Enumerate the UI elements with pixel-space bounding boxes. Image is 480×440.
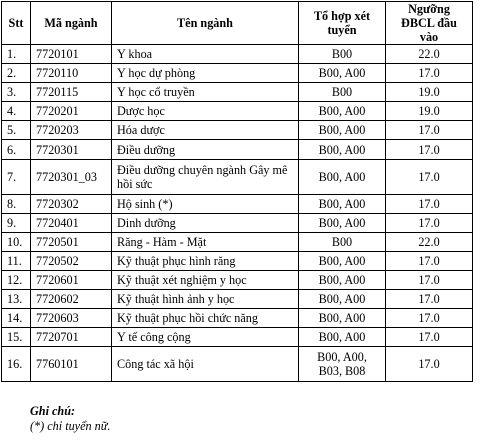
cell-stt: 1. — [2, 45, 31, 64]
cell-major-code: 7720201 — [31, 102, 112, 121]
table-row — [2, 83, 473, 102]
cell-stt: 6. — [2, 140, 31, 159]
table-row — [2, 140, 473, 159]
cell-stt: 2. — [2, 64, 31, 83]
cell-quality-threshold: 22.0 — [386, 45, 473, 64]
cell-subject-combination: B00, A00 — [299, 121, 386, 140]
cell-major-name: Răng - Hàm - Mặt — [112, 232, 299, 251]
cell-subject-combination: B00, A00 — [299, 290, 386, 309]
cell-quality-threshold: 19.0 — [386, 102, 473, 121]
cell-stt: 12. — [2, 270, 31, 289]
cell-major-name: Công tác xã hội — [112, 347, 299, 382]
cell-major-code: 7720701 — [31, 328, 112, 347]
header-major-name: Tên ngành — [112, 2, 299, 45]
cell-major-code: 7720301 — [31, 140, 112, 159]
cell-major-name: Kỹ thuật phục hình răng — [112, 251, 299, 270]
cell-stt: 5. — [2, 121, 31, 140]
cell-quality-threshold: 17.0 — [386, 309, 473, 328]
cell-subject-combination: B00 — [299, 83, 386, 102]
cell-stt: 3. — [2, 83, 31, 102]
cell-stt: 8. — [2, 194, 31, 213]
cell-major-code: 7720602 — [31, 290, 112, 309]
cell-subject-combination: B00, A00 — [299, 328, 386, 347]
cell-major-code: 7720101 — [31, 45, 112, 64]
cell-subject-combination: B00 — [299, 45, 386, 64]
cell-subject-combination: B00, A00 — [299, 159, 386, 194]
cell-major-code: 7720115 — [31, 83, 112, 102]
table-row — [2, 159, 473, 194]
cell-subject-combination: B00, A00 — [299, 213, 386, 232]
cell-quality-threshold: 19.0 — [386, 83, 473, 102]
cell-quality-threshold: 17.0 — [386, 213, 473, 232]
notes-title: Ghi chú: — [30, 404, 76, 418]
note-item: (*) chỉ tuyển nữ. — [30, 419, 111, 433]
table-row — [2, 213, 473, 232]
header-subject-combination: Tổ hợp xét tuyển — [299, 2, 386, 45]
cell-major-name: Hộ sinh (*) — [112, 194, 299, 213]
header-quality-threshold: Ngưỡng ĐBCL đầu vào — [386, 2, 473, 45]
table-row — [2, 232, 473, 251]
cell-major-name: Dược học — [112, 102, 299, 121]
cell-major-code: 7720203 — [31, 121, 112, 140]
cell-major-code: 7720601 — [31, 270, 112, 289]
cell-major-code: 7720501 — [31, 232, 112, 251]
cell-major-name: Y khoa — [112, 45, 299, 64]
table-row — [2, 121, 473, 140]
header-major-code: Mã ngành — [31, 2, 112, 45]
table-row — [2, 45, 473, 64]
cell-stt: 11. — [2, 251, 31, 270]
cell-stt: 13. — [2, 290, 31, 309]
cell-major-name: Hóa dược — [112, 121, 299, 140]
cell-subject-combination: B00, A00 — [299, 270, 386, 289]
cell-quality-threshold: 17.0 — [386, 270, 473, 289]
cell-stt: 7. — [2, 159, 31, 194]
cell-major-code: 7720502 — [31, 251, 112, 270]
cell-quality-threshold: 17.0 — [386, 251, 473, 270]
cell-subject-combination: B00, A00 — [299, 251, 386, 270]
cell-major-name: Y tế công cộng — [112, 328, 299, 347]
cell-quality-threshold: 17.0 — [386, 140, 473, 159]
cell-major-name: Y học cổ truyền — [112, 83, 299, 102]
cell-major-name: Y học dự phòng — [112, 64, 299, 83]
table-row — [2, 64, 473, 83]
cell-major-code: 7720401 — [31, 213, 112, 232]
cell-subject-combination: B00, A00 — [299, 102, 386, 121]
cell-major-code: 7760101 — [31, 347, 112, 382]
table-row — [2, 309, 473, 328]
cell-major-code: 7720110 — [31, 64, 112, 83]
table-row — [2, 347, 473, 382]
cell-subject-combination: B00, A00 — [299, 64, 386, 83]
cell-subject-combination: B00, A00 — [299, 309, 386, 328]
table-header-row — [2, 2, 473, 45]
cell-subject-combination: B00, A00 — [299, 140, 386, 159]
cell-subject-combination: B00 — [299, 232, 386, 251]
cell-stt: 15. — [2, 328, 31, 347]
cell-quality-threshold: 17.0 — [386, 347, 473, 382]
cell-stt: 16. — [2, 347, 31, 382]
table-row — [2, 102, 473, 121]
cell-major-code: 7720603 — [31, 309, 112, 328]
cell-subject-combination: B00, A00 — [299, 194, 386, 213]
cell-quality-threshold: 17.0 — [386, 64, 473, 83]
table-row — [2, 270, 473, 289]
cell-stt: 4. — [2, 102, 31, 121]
table-row — [2, 251, 473, 270]
cell-major-name: Điều dưỡng — [112, 140, 299, 159]
cell-quality-threshold: 17.0 — [386, 290, 473, 309]
table-row — [2, 290, 473, 309]
cell-stt: 10. — [2, 232, 31, 251]
cell-major-name: Kỹ thuật xét nghiệm y học — [112, 270, 299, 289]
cell-stt: 14. — [2, 309, 31, 328]
table-row — [2, 194, 473, 213]
cell-major-name: Kỹ thuật hình ảnh y học — [112, 290, 299, 309]
admission-threshold-table — [1, 1, 473, 382]
table-row — [2, 328, 473, 347]
cell-stt: 9. — [2, 213, 31, 232]
cell-major-name: Dinh dưỡng — [112, 213, 299, 232]
cell-major-code: 7720301_03 — [31, 159, 112, 194]
cell-quality-threshold: 17.0 — [386, 121, 473, 140]
cell-major-name: Điều dưỡng chuyên ngành Gây mê hồi sức — [112, 159, 299, 194]
cell-quality-threshold: 22.0 — [386, 232, 473, 251]
cell-major-code: 7720302 — [31, 194, 112, 213]
cell-quality-threshold: 17.0 — [386, 159, 473, 194]
cell-major-name: Kỹ thuật phục hồi chức năng — [112, 309, 299, 328]
cell-subject-combination: B00, A00, B03, B08 — [299, 347, 386, 382]
notes-section — [30, 404, 110, 434]
cell-quality-threshold: 17.0 — [386, 194, 473, 213]
header-stt: Stt — [2, 2, 31, 45]
cell-quality-threshold: 17.0 — [386, 328, 473, 347]
